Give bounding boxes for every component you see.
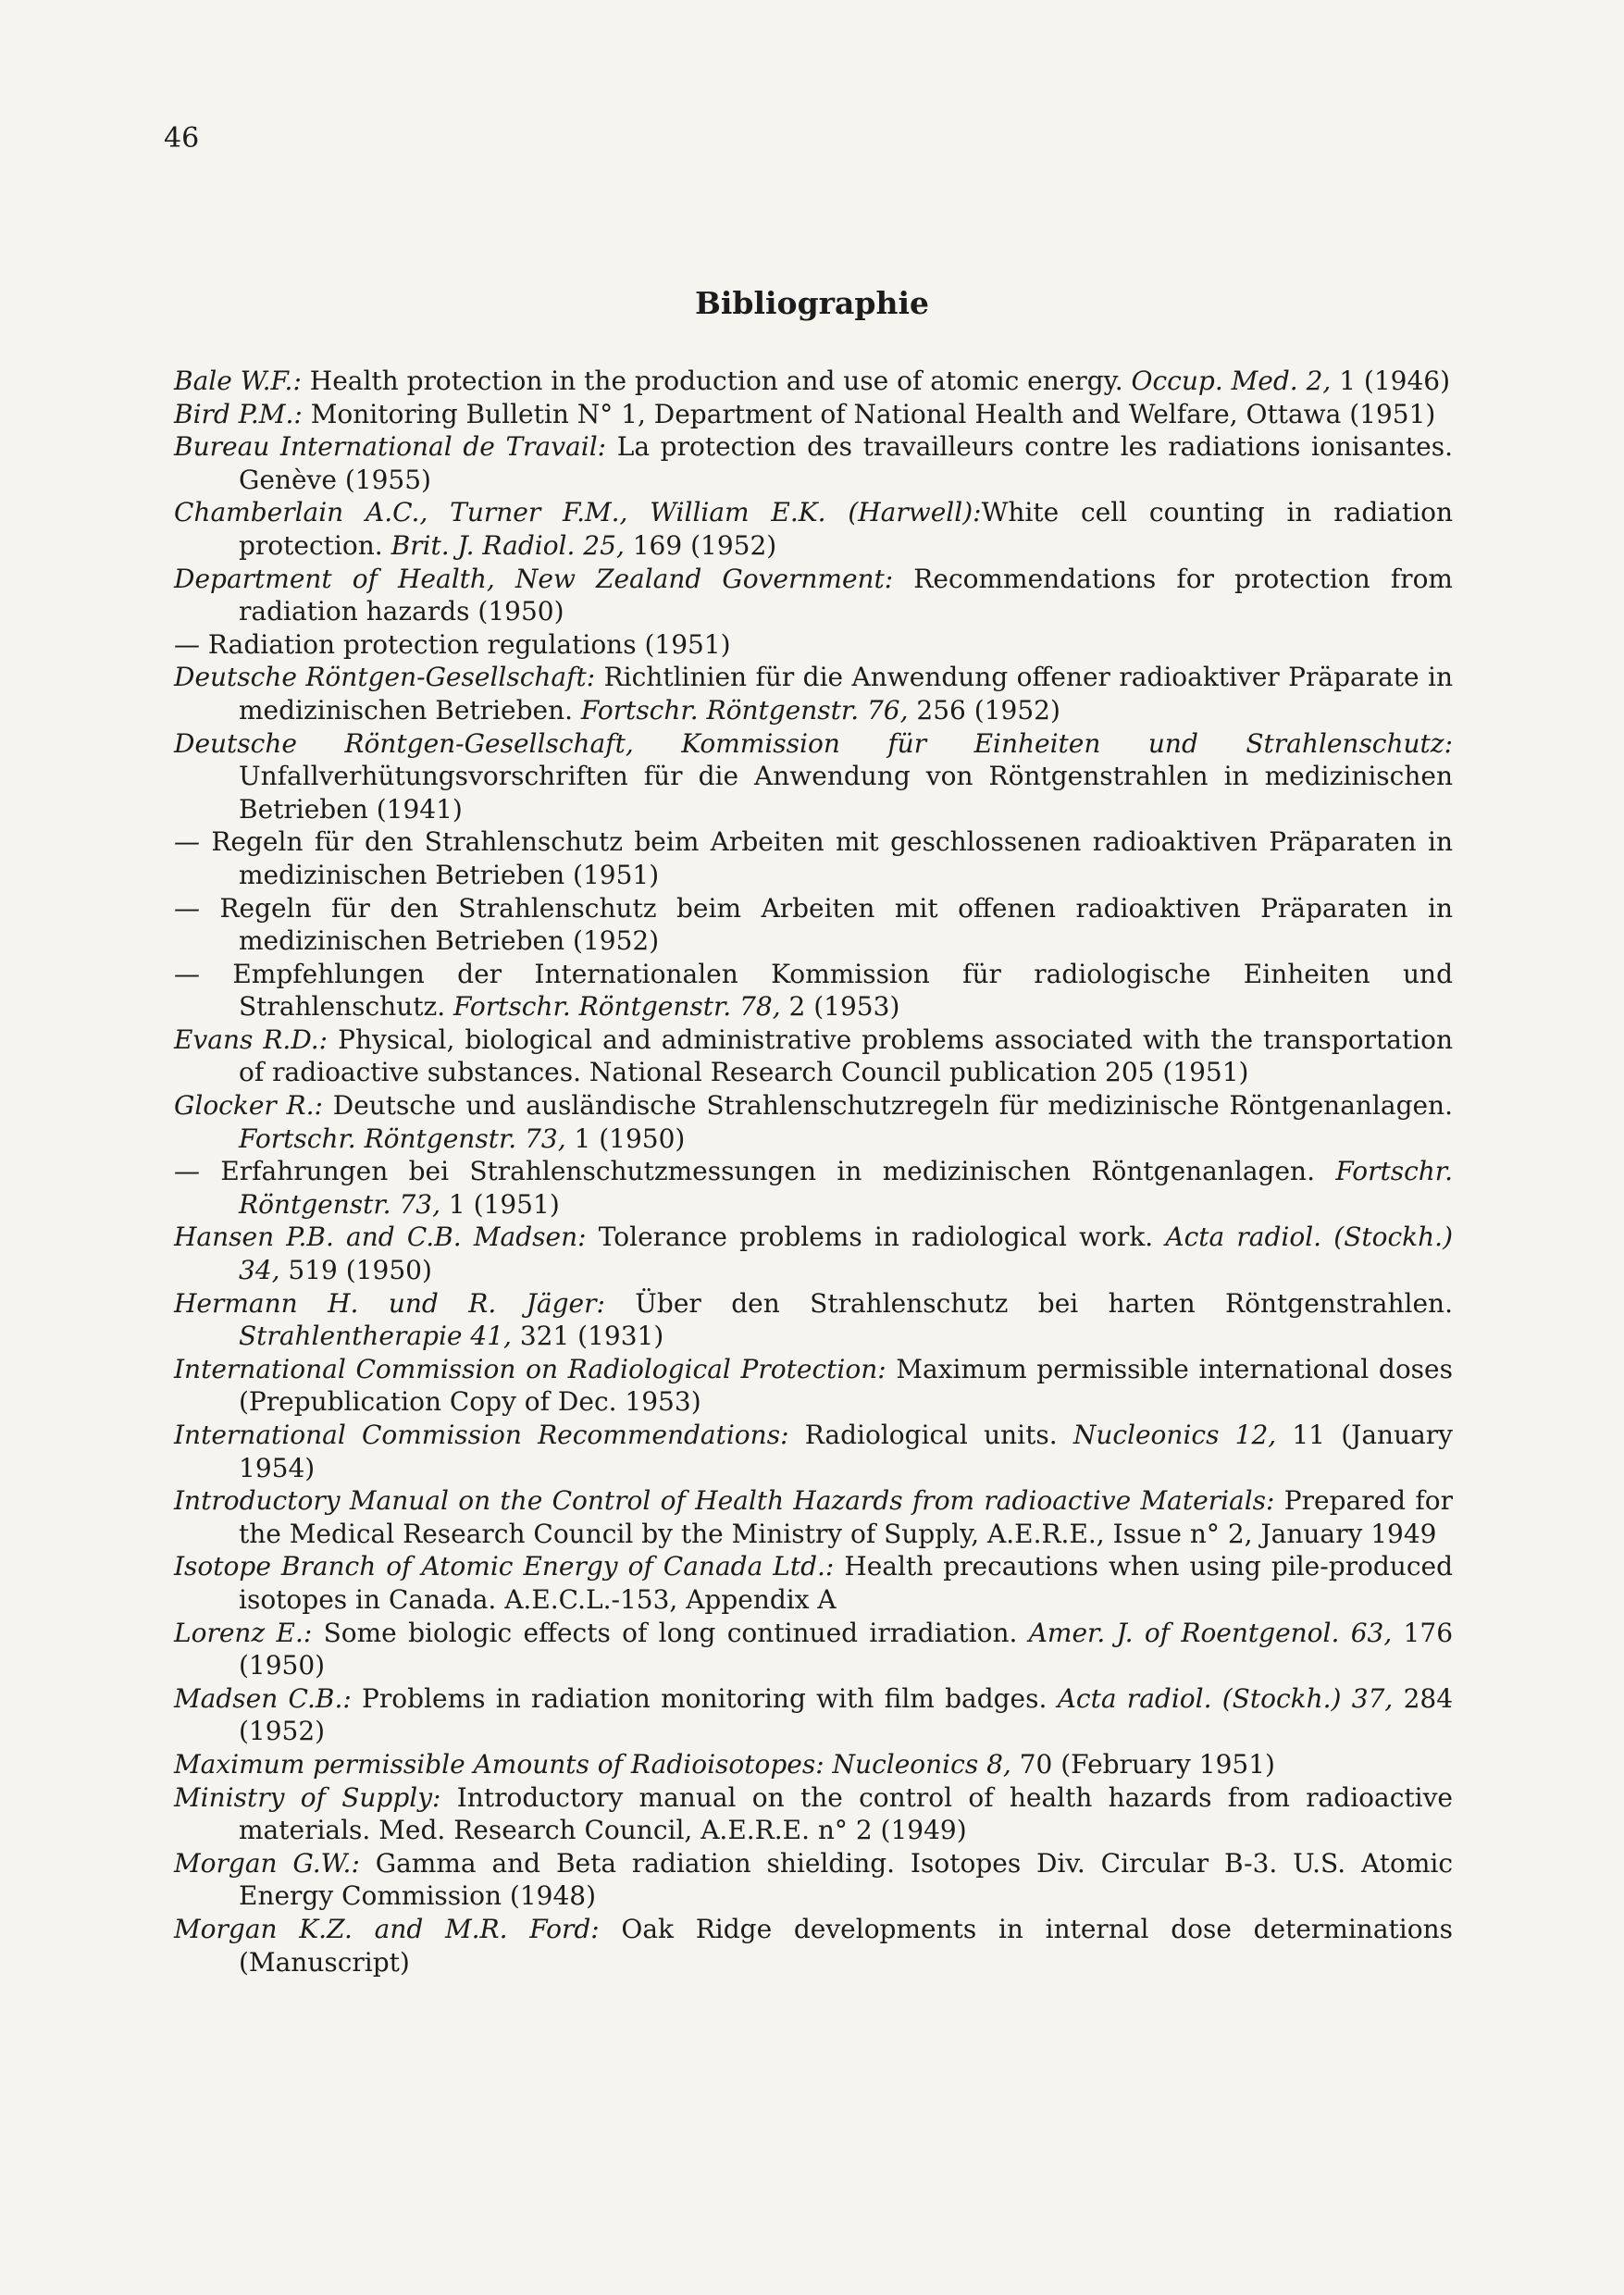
page-number: 46: [164, 122, 200, 155]
entry-tail: 1 (1946): [1331, 366, 1451, 396]
bibliography-entry: [174, 1617, 1453, 1682]
entry-author: Hansen P.B. and C.B. Madsen:: [174, 1222, 587, 1253]
entry-author: Hermann H. und R. Jäger:: [174, 1287, 605, 1319]
entry-text: Problems in radiation monitoring with film badges.: [351, 1682, 1058, 1714]
entry-tail: 256 (1952): [908, 694, 1060, 726]
entry-text: Monitoring Bulletin N° 1, Department of National Health and Welfare, Ottawa (1951): [302, 398, 1436, 429]
entry-text: 70 (February 1951): [1010, 1748, 1275, 1780]
entry-text: Regeln für den Strahlenschutz beim Arbeiten mit geschlossenen radioaktiven Präparaten in medizinischen Betrieben (1951): [200, 826, 1453, 890]
entry-source: Acta radiol. (Stockh.) 37,: [1057, 1682, 1394, 1714]
entry-source: Brit. J. Radiol. 25,: [391, 529, 625, 561]
bibliography-entry: [174, 661, 1453, 726]
entry-source: Nucleonics 12,: [1072, 1420, 1277, 1450]
bibliography-entry: [174, 430, 1453, 496]
entry-author: Department of Health, New Zealand Government:: [174, 563, 894, 594]
bibliography-entry: [174, 892, 1453, 958]
entry-text: Recommendations for protection from radiation hazards (1950): [239, 563, 1453, 627]
bibliography-entry: [174, 1221, 1453, 1286]
entry-tail: 1 (1951): [440, 1188, 560, 1220]
entry-text: Health precautions when using pile-produced isotopes in Canada. A.E.C.L.-153, Appendix A: [239, 1551, 1453, 1615]
bibliography-entry: [174, 1023, 1453, 1089]
bibliography-entry: [174, 1287, 1453, 1353]
entry-author: Morgan G.W.:: [174, 1847, 360, 1879]
entry-tail: 176 (1950): [239, 1617, 1454, 1681]
entry-text: Maximum permissible international doses (Prepublication Copy of Dec. 1953): [239, 1353, 1453, 1418]
entry-author: Introductory Manual on the Control of Health Hazards from radioactive Materials:: [174, 1485, 1275, 1517]
bibliography-entry: [174, 1155, 1453, 1221]
entry-text: La protection des travailleurs contre les radiations ionisantes. Genève (1955): [239, 431, 1453, 495]
entry-text: Regeln für den Strahlenschutz beim Arbeiten mit offenen radioaktiven Präparaten in medizinischen Betrieben (1952): [200, 892, 1453, 957]
entry-author: —: [174, 1156, 200, 1187]
bibliography-entry: [174, 1682, 1453, 1748]
bibliography-entry: [174, 1550, 1453, 1616]
entry-author: —: [174, 826, 200, 858]
entry-text: Health protection in the production and use of atomic energy.: [301, 366, 1132, 396]
entry-author: Glocker R.:: [174, 1090, 323, 1122]
entry-source: Fortschr. Röntgenstr. 73,: [239, 1123, 566, 1154]
entry-author: —: [174, 892, 200, 924]
bibliography-entry: [174, 1748, 1453, 1781]
bibliography-entry: [174, 628, 1453, 662]
entry-source: Fortschr. Röntgenstr. 73,: [239, 1156, 1453, 1220]
entry-source: Strahlentherapie 41,: [239, 1321, 512, 1352]
entry-author: —: [174, 958, 200, 989]
bibliography-entry: [174, 398, 1453, 431]
bibliography-entry: [174, 1419, 1453, 1484]
entry-tail: 11 (January 1954): [239, 1420, 1453, 1483]
bibliography-entry: [174, 1781, 1453, 1847]
entry-source: Fortschr. Röntgenstr. 76,: [580, 694, 909, 726]
page-title: Bibliographie: [694, 285, 930, 321]
entry-tail: 1 (1950): [565, 1123, 686, 1154]
entry-tail: 321 (1931): [511, 1321, 664, 1352]
entry-text: Radiation protection regulations (1951): [200, 628, 731, 660]
entry-text: Prepared for the Medical Research Council by the Ministry of Supply, A.E.R.E., Issue n° 2, January 1949: [239, 1485, 1453, 1549]
entry-text: Gamma and Beta radiation shielding. Isotopes Div. Circular B-3. U.S. Atomic Energy Commission (1948): [239, 1847, 1454, 1912]
entry-text: Unfallverhütungsvorschriften für die Anwendung von Röntgenstrahlen in medizinischen Betrieben (1941): [239, 761, 1453, 825]
entry-tail: 2 (1953): [780, 991, 900, 1023]
bibliography-entry: [174, 825, 1453, 891]
entry-author: Evans R.D.:: [174, 1023, 329, 1055]
entry-author: Bureau International de Travail:: [174, 431, 607, 463]
entry-text: Tolerance problems in radiological work.: [586, 1222, 1166, 1253]
entry-text: Richtlinien für die Anwendung offener radioaktiver Präparate in medizinischen Betrieben.: [239, 662, 1453, 726]
entry-author: Deutsche Röntgen-Gesellschaft, Kommission für Einheiten und Strahlenschutz:: [174, 727, 1453, 759]
bibliography-list: [174, 365, 1453, 1979]
bibliography-entry: [174, 1089, 1453, 1155]
entry-author: Madsen C.B.:: [174, 1682, 352, 1714]
bibliography-entry: [174, 496, 1453, 562]
bibliography-entry: [174, 727, 1453, 826]
entry-source: Fortschr. Röntgenstr. 78,: [453, 991, 781, 1023]
entry-author: Lorenz E.:: [174, 1617, 313, 1648]
entry-text: Radiological units.: [788, 1420, 1073, 1450]
bibliography-entry: [174, 365, 1453, 398]
entry-tail: 284 (1952): [239, 1682, 1454, 1747]
entry-author: Morgan K.Z. and M.R. Ford:: [174, 1913, 600, 1944]
entry-tail: 519 (1950): [279, 1255, 432, 1286]
bibliography-entry: [174, 958, 1453, 1023]
entry-text: White cell counting in radiation protection.: [239, 497, 1453, 561]
entry-text: Erfahrungen bei Strahlenschutzmessungen in medizinischen Röntgenanlagen.: [200, 1156, 1336, 1187]
entry-text: Empfehlungen der Internationalen Kommission für radiologische Einheiten und Strahlenschutz.: [200, 958, 1453, 1023]
entry-tail: 169 (1952): [624, 529, 777, 561]
entry-text: Physical, biological and administrative problems associated with the transportation of radioactive substances. National Research Council publication 205 (1951): [239, 1023, 1453, 1088]
entry-source: Amer. J. of Roentgenol. 63,: [1028, 1617, 1393, 1648]
entry-text: Oak Ridge developments in internal dose determinations (Manuscript): [239, 1913, 1454, 1978]
entry-source: Occup. Med. 2,: [1131, 366, 1332, 396]
bibliography-entry: [174, 1484, 1453, 1550]
entry-text: Some biologic effects of long continued irradiation.: [312, 1617, 1029, 1648]
bibliography-entry: [174, 1353, 1453, 1419]
entry-text: Deutsche und ausländische Strahlenschutzregeln für medizinische Röntgenanlagen.: [322, 1090, 1453, 1122]
entry-author: International Commission Recommendations:: [174, 1420, 789, 1450]
bibliography-entry: [174, 1913, 1453, 1979]
entry-author: Bird P.M.:: [174, 398, 303, 429]
entry-text: Über den Strahlenschutz bei harten Röntgenstrahlen.: [604, 1287, 1453, 1319]
entry-author: —: [174, 628, 200, 660]
entry-author: Bale W.F.:: [174, 366, 302, 396]
bibliography-entry: [174, 563, 1453, 628]
entry-author: Maximum permissible Amounts of Radioisotopes: Nucleonics 8,: [174, 1748, 1011, 1780]
entry-author: Chamberlain A.C., Turner F.M., William E.K. (Harwell):: [174, 497, 982, 528]
bibliography-entry: [174, 1847, 1453, 1913]
entry-author: Deutsche Röntgen-Gesellschaft:: [174, 662, 596, 693]
entry-author: International Commission on Radiological Protection:: [174, 1353, 886, 1384]
entry-source: Acta radiol. (Stockh.) 34,: [239, 1222, 1453, 1286]
entry-author: Isotope Branch of Atomic Energy of Canada Ltd.:: [174, 1551, 835, 1582]
entry-author: Ministry of Supply:: [174, 1781, 441, 1813]
entry-text: Introductory manual on the control of health hazards from radioactive materials. Med. Research Council, A.E.R.E. n° 2 (1949): [239, 1781, 1453, 1846]
